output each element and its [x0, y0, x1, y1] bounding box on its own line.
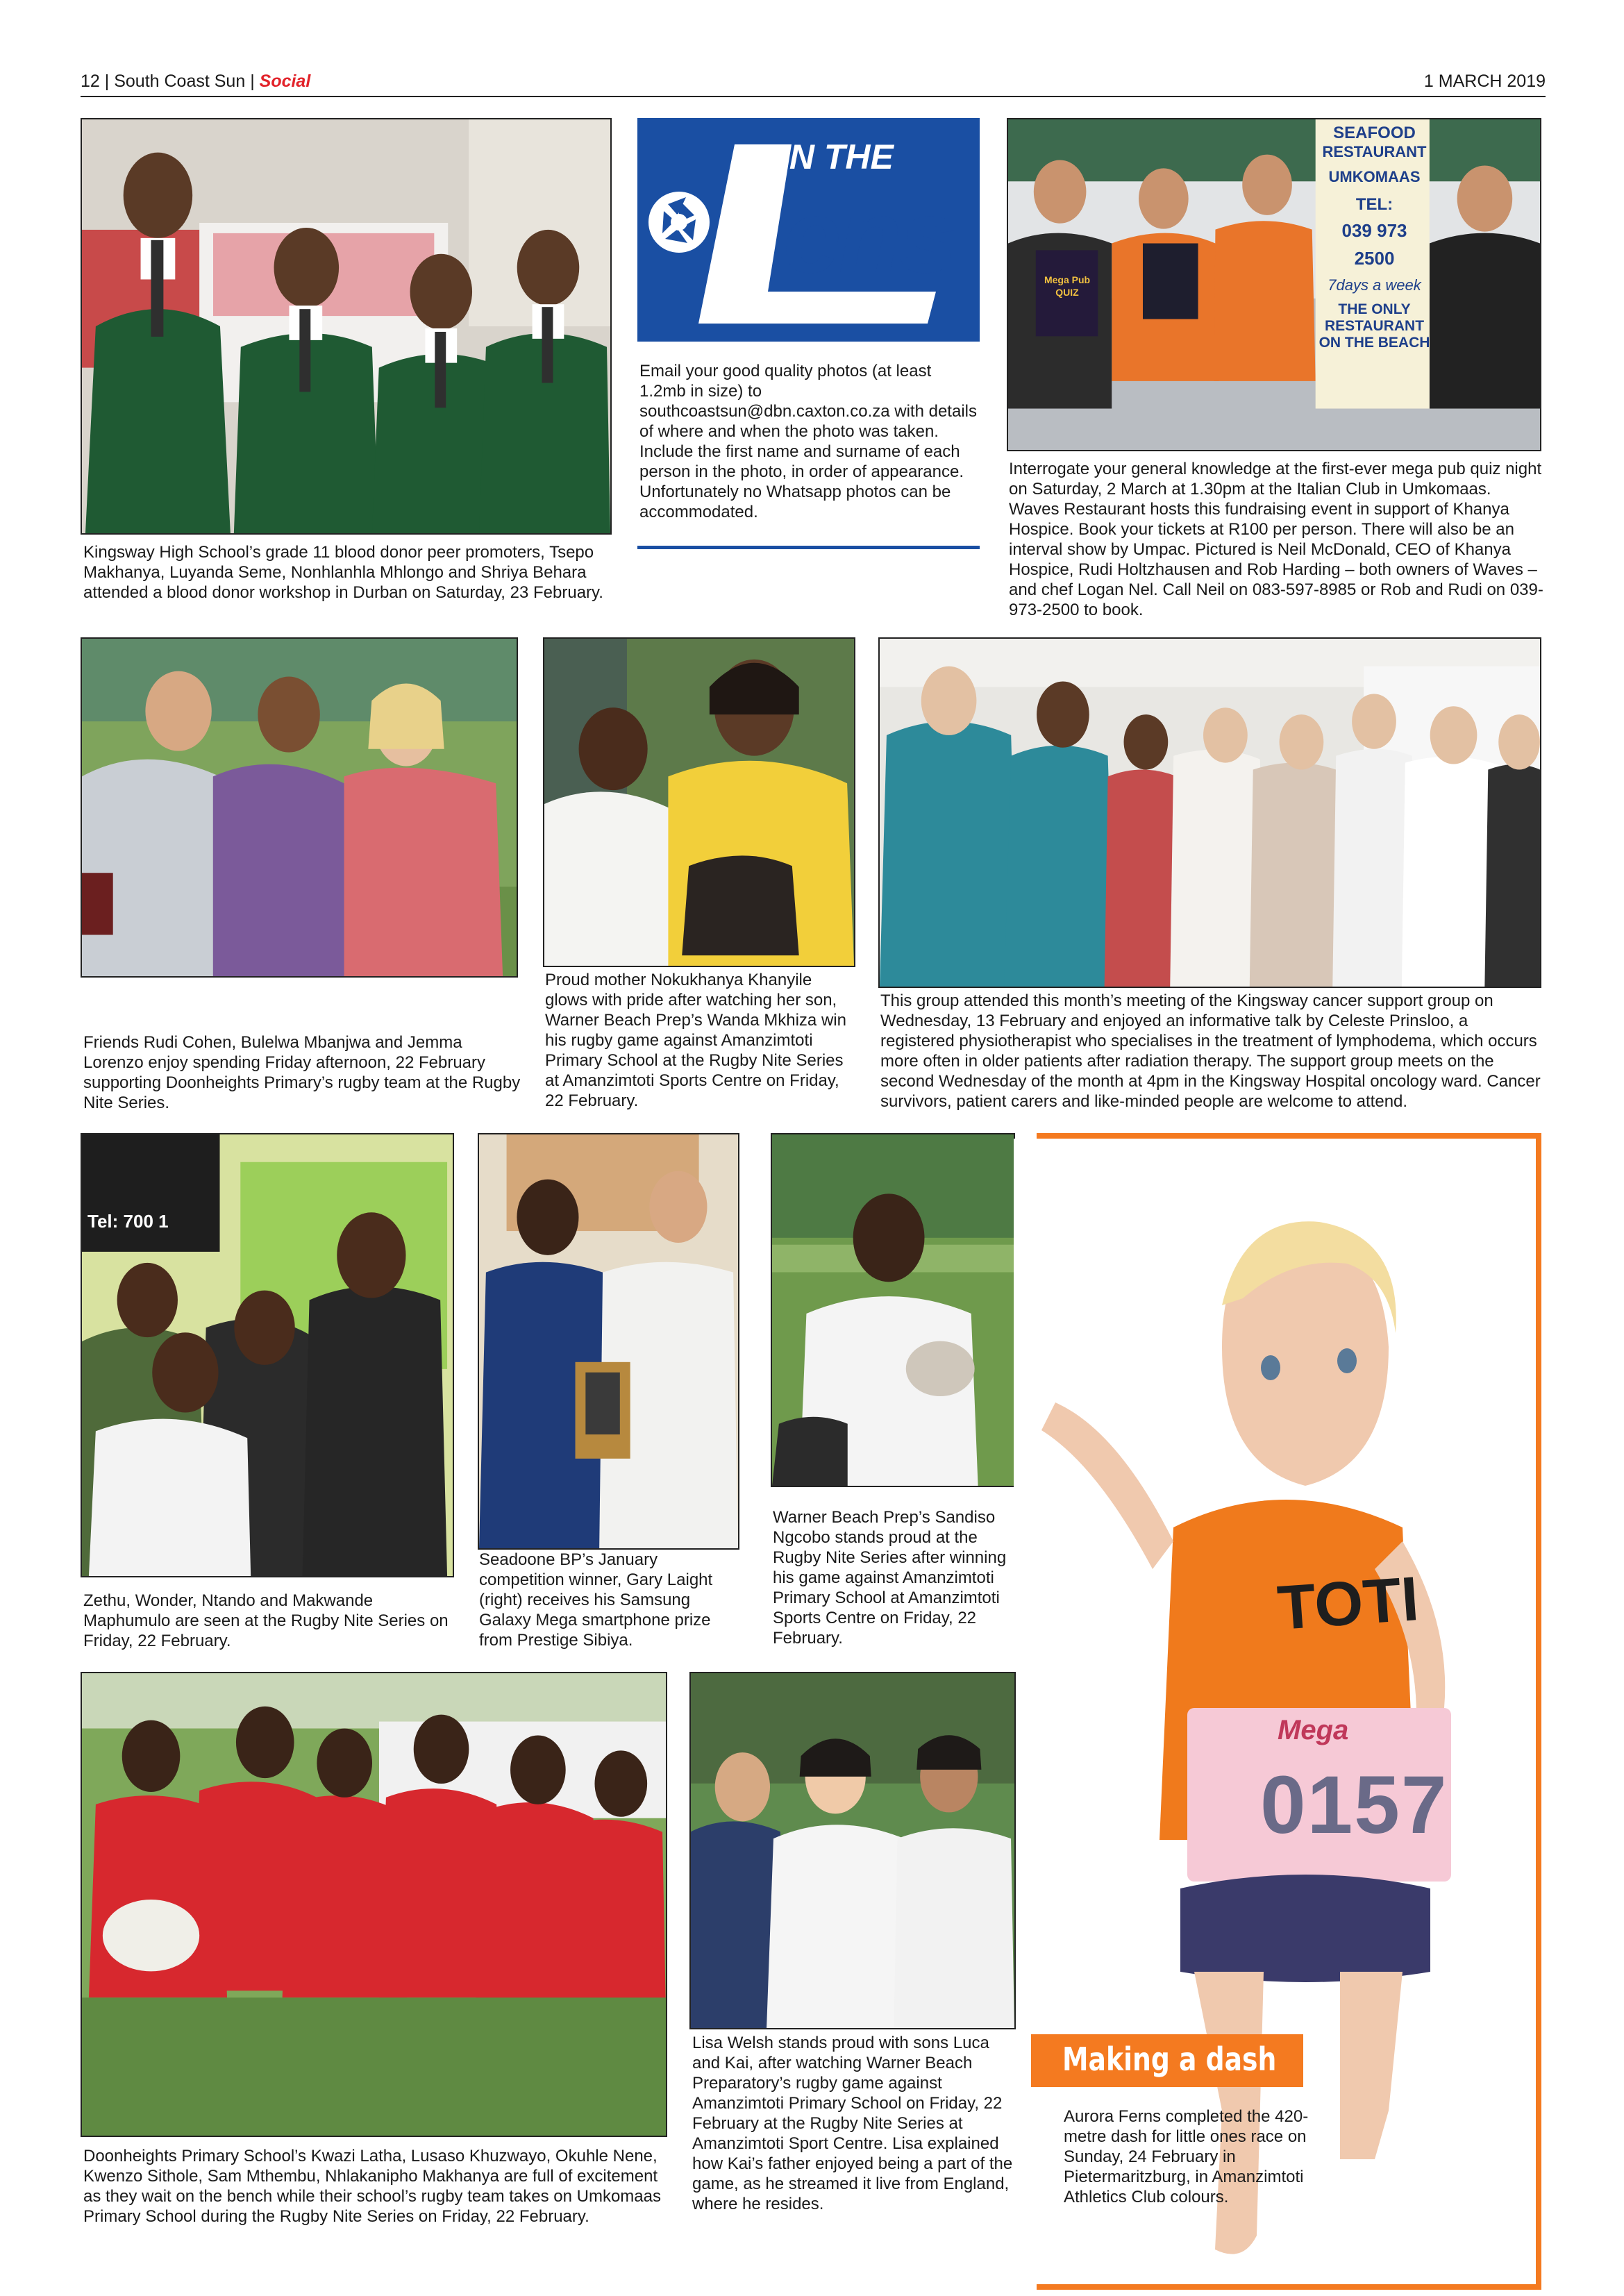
making-a-dash-title: Making a dash [1062, 2041, 1277, 2078]
seadoone-bp-image [479, 1134, 738, 1548]
photo-friends-rudi [81, 637, 518, 978]
sign-line: 7days a week [1328, 276, 1421, 294]
lens-logo-top-text: IN THE [780, 137, 894, 176]
photo-proud-mother [543, 637, 855, 967]
sign-line: RESTAURANT [1322, 143, 1427, 160]
caption-doonheights-bench: Doonheights Primary School’s Kwazi Latha, Lusaso Khuzwayo, Okuhle Nene, Kwenzo Sithole, Sam Mthembu, Nhlakanipho Makhanya are full of excitement as they wait on the bench while their school’s rugby team takes on Umkomaas Primary School during the Rugby Nite Series on Friday, 22 February. [83, 2147, 661, 2226]
caption-maphumulo: Zethu, Wonder, Ntando and Makwande Maphumulo are seen at the Rugby Nite Series on Friday, 22 February. [83, 1591, 449, 1650]
aurora-shirt-text: TOTI [1275, 1564, 1421, 1643]
header-separator: | [250, 72, 260, 91]
section-name: Social [259, 72, 311, 91]
maphumulo-image [82, 1134, 453, 1576]
caption-proud-mother: Proud mother Nokukhanya Khanyile glows with pride after watching her son, Warner Beach Prep’s Wanda Mkhiza win his rugby game against Amanzimtoti Primary School at the Rugby Nite Series at Amanzimtoti Sports Centre on Friday, 22 February. [545, 971, 846, 1110]
photo-pub-quiz [1007, 118, 1541, 451]
photo-sandiso [771, 1133, 1015, 1487]
sign-line: 039 973 [1341, 220, 1407, 241]
sign-line: RESTAURANT [1324, 318, 1425, 334]
caption-friends-rudi: Friends Rudi Cohen, Bulelwa Mbanjwa and Jemma Lorenzo enjoy spending Friday afternoon, 22 February supporting Doonheights Primary’s rugby team at the Rugby Nite Series. [83, 1033, 521, 1112]
photo-kingsway-donors [81, 118, 612, 535]
friends-rudi-image [82, 639, 517, 976]
caption-seadoone-bp: Seadoone BP’s January competition winner, Gary Laight (right) receives his Samsung Galaxy Mega smartphone prize from Prestige Sibiya. [479, 1550, 713, 1650]
cancer-group-image [880, 639, 1540, 987]
photo-lisa-welsh [689, 1672, 1016, 2029]
sign-line: TEL: [1355, 195, 1393, 214]
publication-name: South Coast Sun [114, 72, 246, 91]
page-header-left [81, 71, 310, 92]
sign-line: 2500 [1354, 248, 1395, 269]
photo-maphumulo [81, 1133, 454, 1577]
pub-quiz-poster-text: Mega Pub QUIZ [1044, 274, 1091, 298]
caption-kingsway-donors: Kingsway High School’s grade 11 blood donor peer promoters, Tsepo Makhanya, Luyanda Seme, Nonhlanhla Mhlongo and Shriya Behara attended a blood donor workshop in Durban on Saturday, 23 February. [83, 543, 603, 602]
photo-seadoone-bp [478, 1133, 739, 1550]
caption-cancer-group: This group attended this month’s meeting of the Kingsway cancer support group on Wednesday, 13 February and enjoyed an informative talk by Celeste Prinsloo, a registered physiotherapist who specialises in the treatment of lymphodema, which occurs more often in older patients after radiation therapy. The support group meets on the second Wednesday of the month at 4pm in the Kingsway Hospital oncology ward. Cancer survivors, patient carers and like-minded people are welcome to attend. [880, 991, 1541, 1111]
sign-line: ON THE BEACH [1319, 335, 1430, 351]
caption-pub-quiz: Interrogate your general knowledge at the first-ever mega pub quiz night on Saturday, 2 March at 1.30pm at the Italian Club in Umkomaas. Waves Restaurant hosts this fundraising event in support of Khanya Hospice. Book your tickets at R100 per person. There will also be an interval show by Umpac. Pictured is Neil McDonald, CEO of Khanya Hospice, Rudi Holtzhausen and Rob Harding – both owners of Waves – and chef Logan Nel. Call Neil on 083-597-8985 or Rob and Rudi on 039-973-2500 to book. [1009, 460, 1543, 619]
caption-aurora: Aurora Ferns completed the 420-metre dash for little ones race on Sunday, 24 February in Pietermaritzburg, in Amanzimtoti Athletics Club colours. [1064, 2107, 1309, 2206]
in-the-lens-logo [637, 118, 980, 342]
lisa-welsh-image [691, 1673, 1014, 2028]
header-separator: | [104, 72, 115, 91]
photo-cancer-group [878, 637, 1541, 988]
sandiso-image [772, 1134, 1014, 1486]
header-rule [81, 96, 1546, 97]
lens-instructions: Email your good quality photos (at least 1.2mb in size) to southcoastsun@dbn.caxton.co.za with details of where and when the photo was taken. Include the first name and surname of each person in the photo, in order of appearance. Unfortunately no Whatsapp photos can be accommodated. [639, 362, 977, 521]
caption-lisa-welsh: Lisa Welsh stands proud with sons Luca and Kai, after watching Warner Beach Preparatory’s rugby game against Amanzimtoti Primary School on Friday, 22 February at the Rugby Nite Series at Amanzimtoti Sport Centre. Lisa explained how Kai’s father enjoyed being a part of the game, as he streamed it live from England, where he resides. [692, 2034, 1013, 2213]
lens-rule [637, 546, 980, 549]
aurora-bib-number: 0157 [1260, 1759, 1448, 1851]
proud-mother-image [544, 639, 854, 966]
sign-line: SEAFOOD [1333, 124, 1416, 142]
sign-line: UMKOMAAS [1328, 168, 1421, 185]
issue-date: 1 MARCH 2019 [1423, 72, 1546, 91]
seafood-restaurant-sign [1317, 119, 1432, 351]
lens-logo-word: ens [783, 178, 955, 294]
caption-sandiso: Warner Beach Prep’s Sandiso Ngcobo stands proud at the Rugby Nite Series after winning his game against Amanzimtoti Primary School at Amanzimtoti Sports Centre on Friday, 22 February. [773, 1508, 1007, 1648]
photo-doonheights-bench [81, 1672, 667, 2137]
aurora-bib-label: Mega [1278, 1715, 1349, 1745]
sign-line: THE ONLY [1338, 301, 1411, 317]
maphumulo-banner-text: Tel: 700 1 [87, 1211, 169, 1232]
doonheights-bench-image [82, 1673, 666, 2136]
kingsway-donors-image [82, 119, 610, 533]
page-number: 12 [81, 72, 100, 91]
